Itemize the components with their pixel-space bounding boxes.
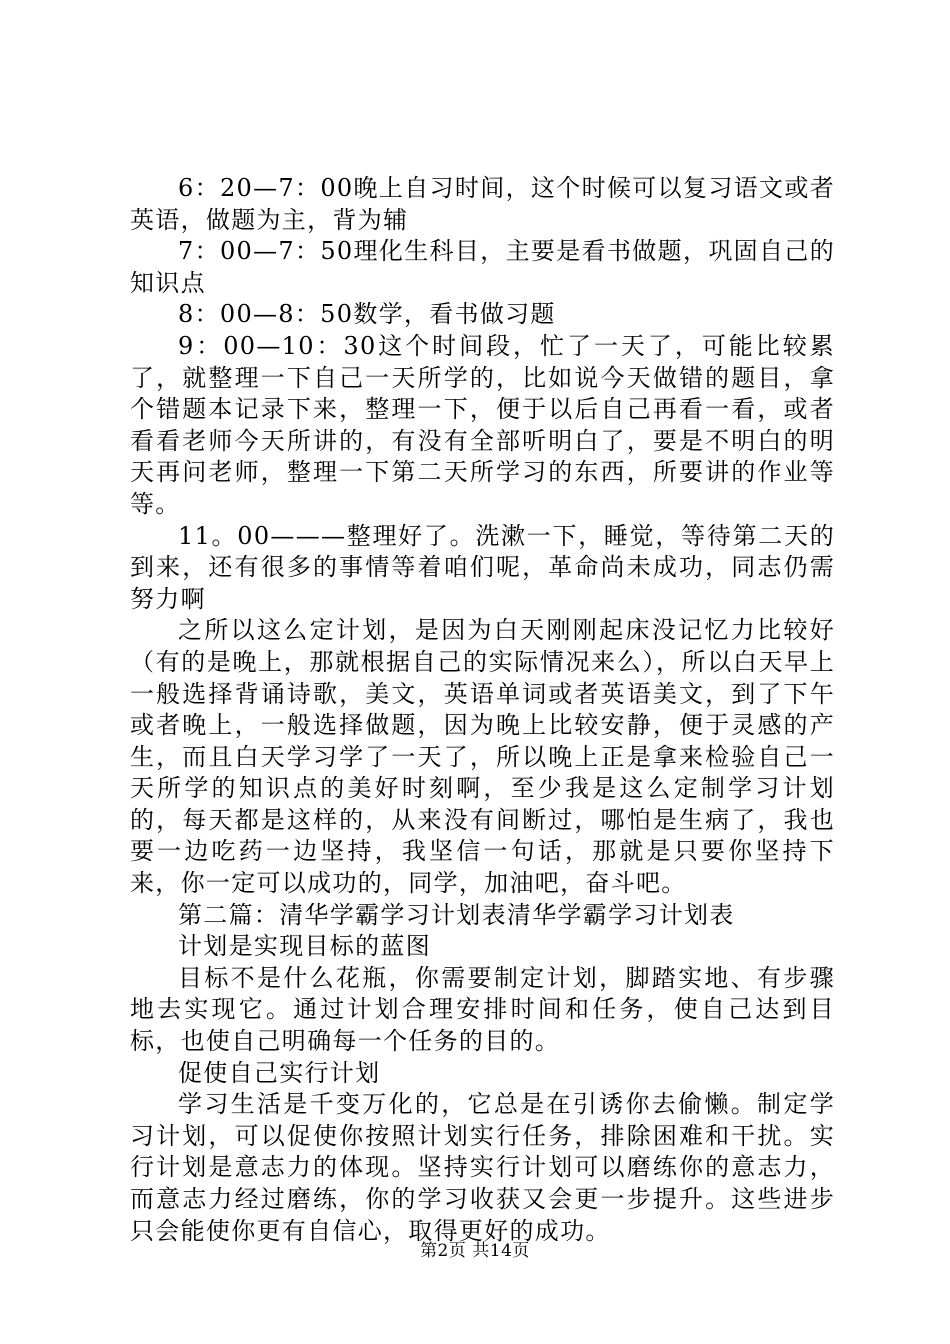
paragraph-schedule-science: 7：00—7：50理化生科目，主要是看书做题，巩固自己的知识点: [130, 237, 835, 297]
subheading-plan-blueprint: 计划是实现目标的蓝图: [178, 932, 431, 961]
document-body: [130, 173, 835, 1247]
section-heading-part-two: 第二篇：清华学霸学习计划表清华学霸学习计划表: [178, 900, 735, 929]
paragraph-schedule-review: 9：00—10：30这个时间段，忙了一天了，可能比较累了，就整理一下自己一天所学的，比如说今天做错的题目，拿个错题本记录下来，整理一下，便于以后自己再看一看，或者看看老师今天所讲的，有没有全部听明白了，要是不明白的明天再问老师，整理一下第二天所学习的东西，所要讲的作业等等。: [130, 331, 835, 518]
subheading-execute-plan: 促使自己实行计划: [178, 1058, 381, 1087]
paragraph-schedule-sleep: 11。00———整理好了。洗漱一下，睡觉，等待第二天的到来，还有很多的事情等着咱们呢，革命尚未成功，同志仍需努力啊: [130, 521, 835, 613]
paragraph-goal-plan: 目标不是什么花瓶，你需要制定计划，脚踏实地、有步骤地去实现它。通过计划合理安排时间和任务，使自己达到目标，也使自己明确每一个任务的目的。: [130, 963, 835, 1056]
paragraph-schedule-math: 8：00—8：50数学，看书做习题: [178, 300, 556, 329]
paragraph-willpower: 学习生活是千变万化的，它总是在引诱你去偷懒。制定学习计划，可以促使你按照计划实行任务，排除困难和干扰。实行计划是意志力的体现。坚持实行计划可以磨练你的意志力，而意志力经过磨练，你的学习收获又会更一步提升。这些进步只会能使你更有自信心，取得更好的成功。: [130, 1090, 835, 1245]
paragraph-schedule-evening-study: 6：20—7：00晚上自习时间，这个时候可以复习语文或者英语，做题为主，背为辅: [130, 174, 835, 234]
page-number-footer: 第2页 共14页: [420, 1241, 530, 1261]
paragraph-plan-reason: 之所以这么定计划，是因为白天刚刚起床没记忆力比较好（有的是晚上，那就根据自己的实际情况来么），所以白天早上一般选择背诵诗歌，美文，英语单词或者英语美文，到了下午或者晚上，一般选择做题，因为晚上比较安静，便于灵感的产生，而且白天学习学了一天了，所以晚上正是拿来检验自己一天所学的知识点的美好时刻啊，至少我是这么定制学习计划的，每天都是这样的，从来没有间断过，哪怕是生病了，我也要一边吃药一边坚持，我坚信一句话，那就是只要你坚持下来，你一定可以成功的，同学，加油吧，奋斗吧。: [130, 616, 835, 898]
